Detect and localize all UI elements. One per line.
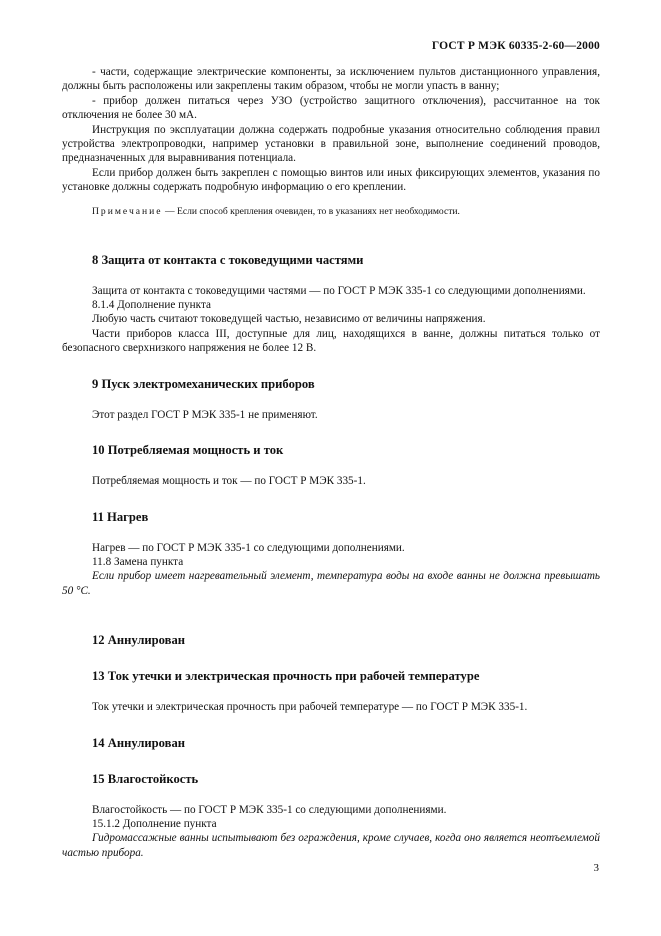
intro-paragraph-4: Если прибор должен быть закреплен с помощью винтов или иных фиксирующих элементов, указания по установке должны содержать подробную информацию о его креплении. [62,166,600,194]
intro-paragraph-1: - части, содержащие электрические компоненты, за исключением пультов дистанционного управления, должны быть расположены или закреплены таким образом, чтобы не могли упасть в ванну; [62,66,600,93]
section-15-requirement: Гидромассажные ванны испытывают без ограждения, кроме случаев, когда оно является неотъемлемой частью прибора. [62,832,600,859]
section-9-paragraph: Этот раздел ГОСТ Р МЭК 335-1 не применяют. [92,408,318,421]
section-8-paragraph-3: Части приборов класса III, доступные для лиц, находящихся в ванне, должны питаться только от безопасного сверхнизкого напряжения не более 12 В. [62,327,600,355]
section-10-paragraph: Потребляемая мощность и ток — по ГОСТ Р МЭК 335-1. [92,475,366,488]
document-page [62,40,600,860]
standard-header: ГОСТ Р МЭК 60335-2-60—2000 [431,40,600,52]
section-8-heading: 8 Защита от контакта с токоведущими частями [92,252,364,267]
section-9-heading: 9 Пуск электромеханических приборов [92,376,315,391]
section-10-heading: 10 Потребляемая мощность и ток [92,443,284,458]
section-11-paragraph: Нагрев — по ГОСТ Р МЭК 335-1 со следующими дополнениями. [92,541,405,554]
section-13-heading: 13 Ток утечки и электрическая прочность при рабочей температуре [92,669,480,684]
section-8-paragraph-2: Любую часть считают токоведущей частью, независимо от величины напряжения. [92,313,486,326]
note [62,205,600,218]
section-15-paragraph: Влагостойкость — по ГОСТ Р МЭК 335-1 со следующими дополнениями. [92,803,447,816]
section-12-heading: 12 Аннулирован [92,633,185,648]
section-8-clause: 8.1.4 Дополнение пункта [92,299,211,312]
note-label: Примечание [92,205,163,217]
section-11-clause: 11.8 Замена пункта [92,555,184,568]
section-13-paragraph: Ток утечки и электрическая прочность при рабочей температуре — по ГОСТ Р МЭК 335-1. [92,701,528,714]
section-15-heading: 15 Влагостойкость [92,771,199,786]
section-15-clause: 15.1.2 Дополнение пункта [92,817,217,830]
intro-paragraph-2: - прибор должен питаться через УЗО (устройство защитного отключения), рассчитанное на ток отключения не более 30 мА. [62,94,600,122]
section-11-requirement: Если прибор имеет нагревательный элемент, температура воды на входе ванны не должна превышать 50 °С. [62,570,600,597]
note-text: — Если способ крепления очевиден, то в указаниях нет необходимости. [162,205,460,217]
intro-paragraph-3: Инструкция по эксплуатации должна содержать подробные указания относительно соблюдения правил устройства электропроводки, например установки в правильной зоне, выполнение соединений проводов, предназначенных для выравнивания потенциала. [62,123,600,165]
page-number: 3 [593,862,599,874]
section-11-heading: 11 Нагрев [92,509,149,524]
section-8-paragraph-1: Защита от контакта с токоведущими частями — по ГОСТ Р МЭК 335-1 со следующими дополнениями. [92,284,586,297]
section-14-heading: 14 Аннулирован [92,735,185,750]
